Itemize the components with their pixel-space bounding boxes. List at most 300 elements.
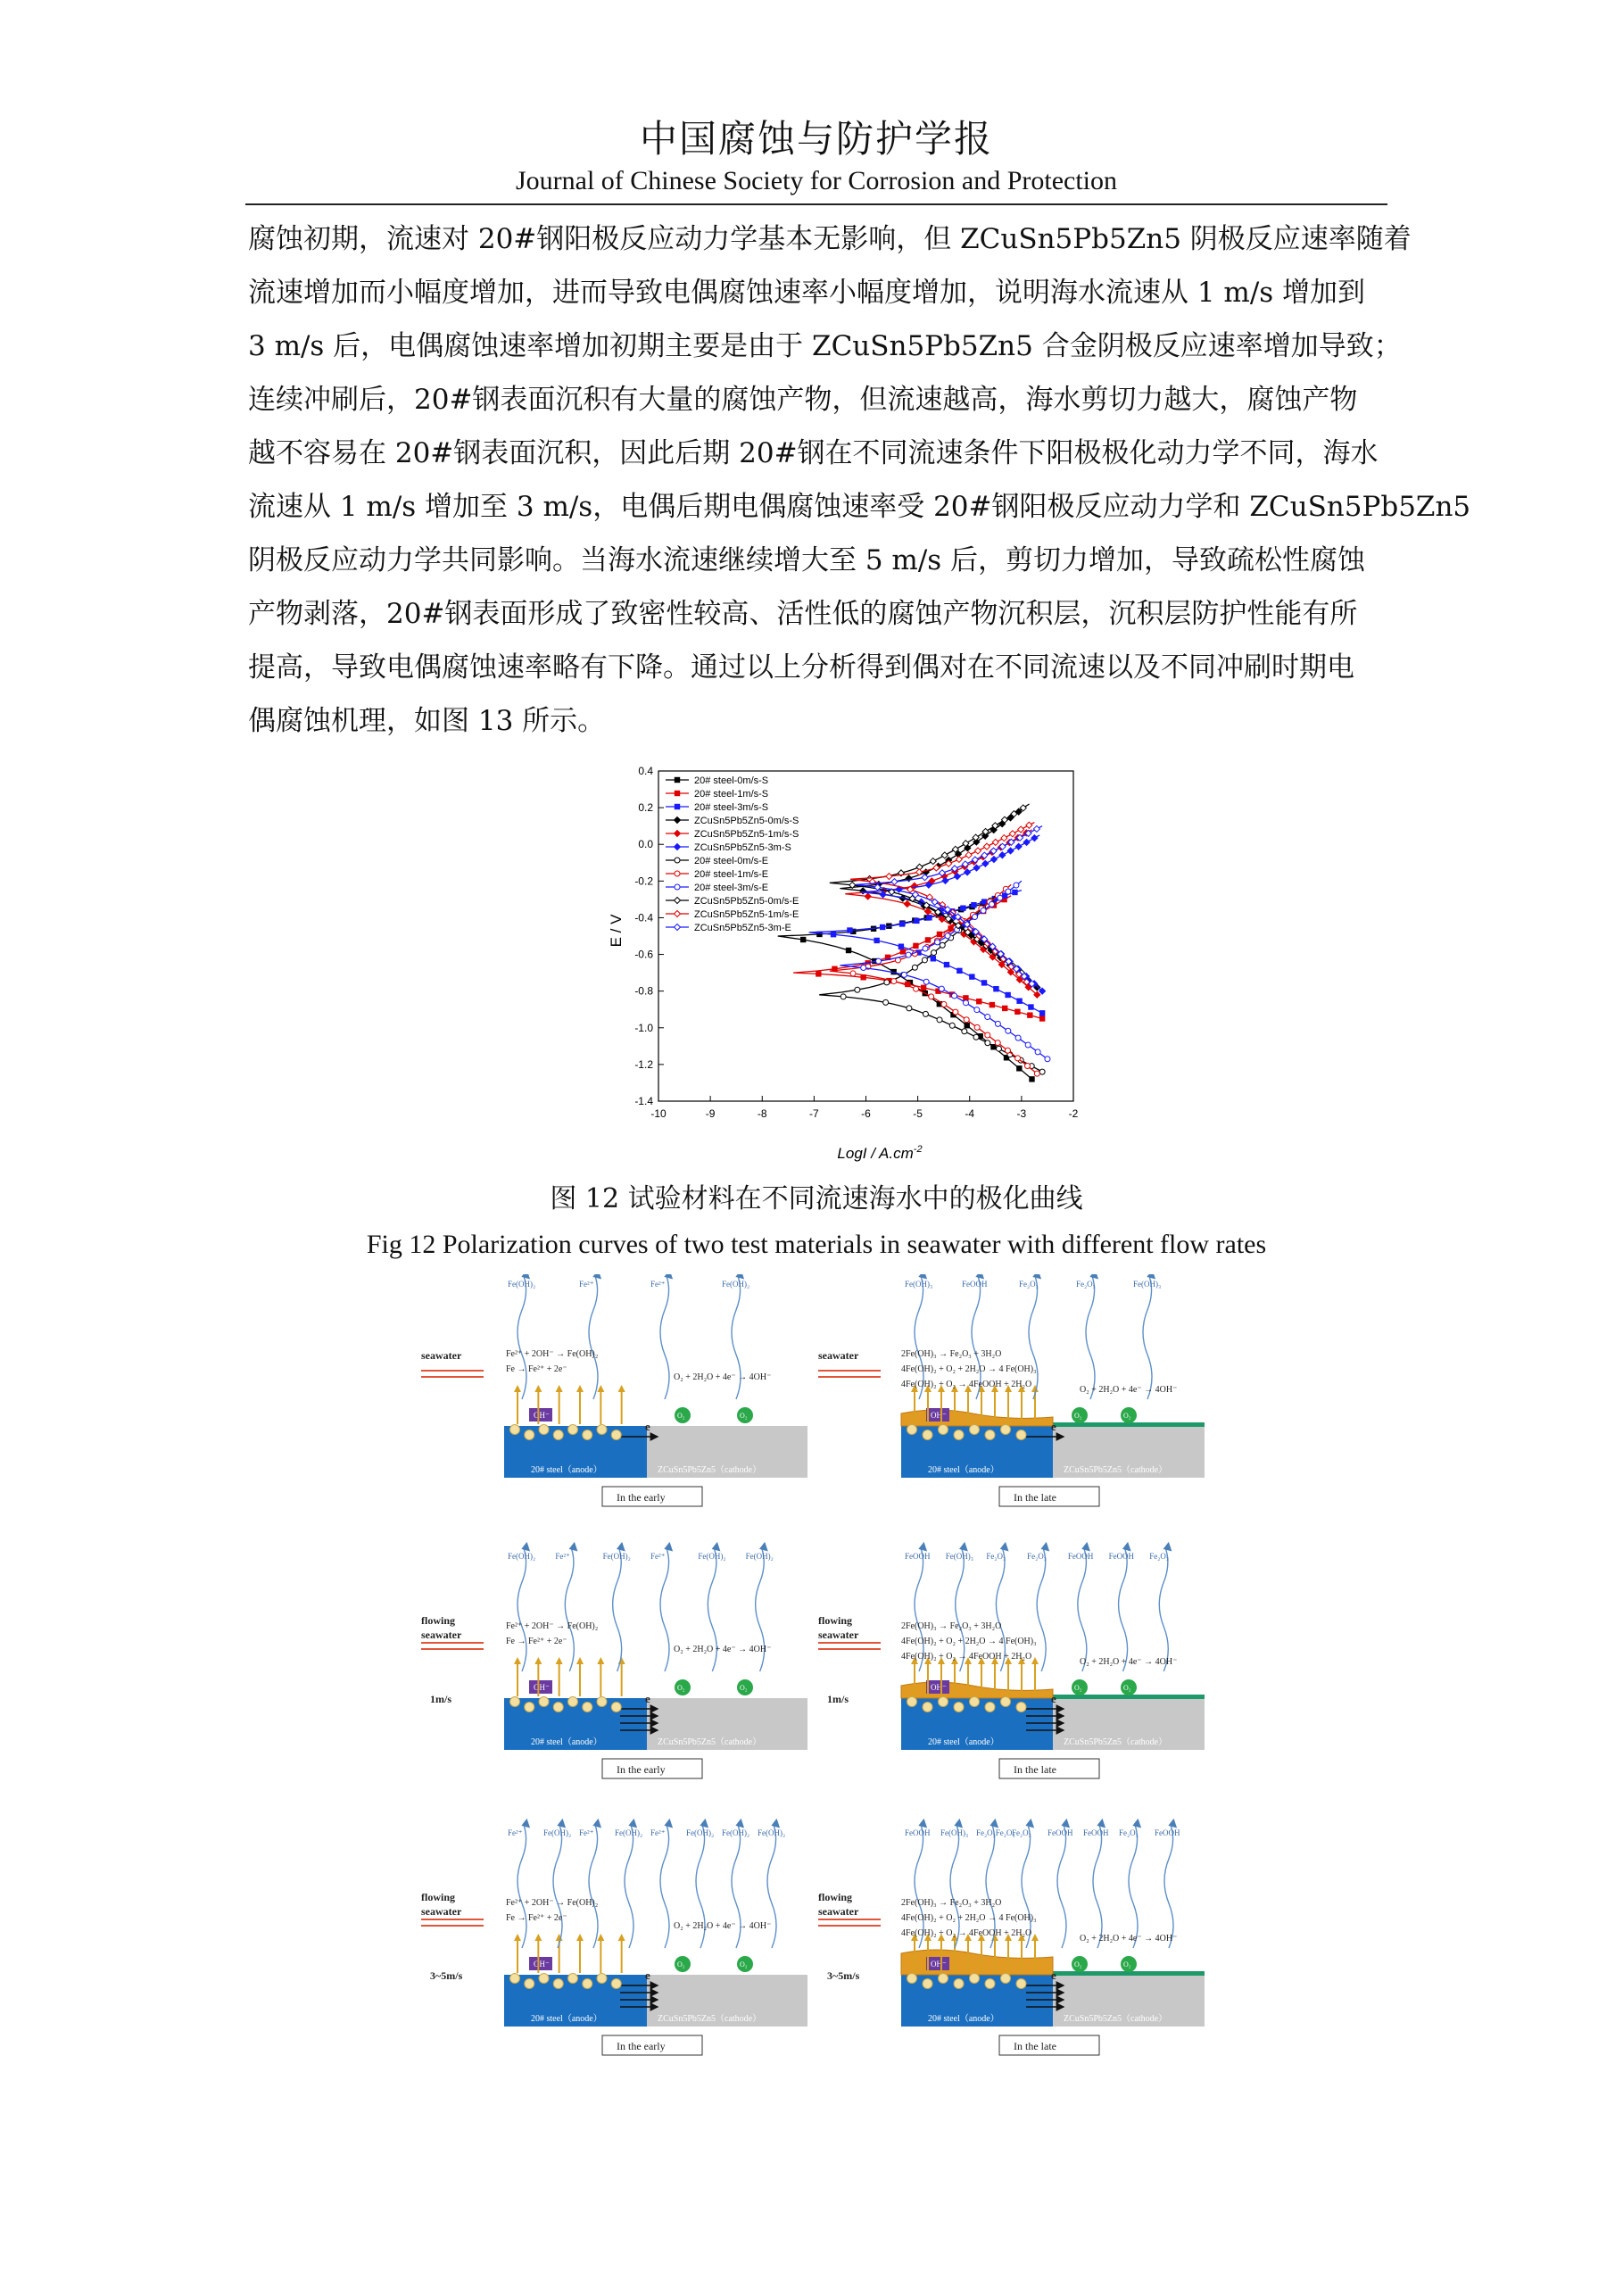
fe-ion-dot — [954, 1430, 964, 1440]
flow-label: flowing — [421, 1891, 456, 1903]
data-point — [927, 916, 932, 920]
fe-ion-dot — [525, 1430, 534, 1440]
fe-ion-dot — [907, 1697, 917, 1707]
early-panel-1 — [421, 1548, 807, 1778]
data-point — [952, 993, 957, 999]
flow-label: flowing — [421, 1614, 456, 1627]
stage-label: In the late — [1014, 1763, 1056, 1776]
product-label: Fe₂O₃Fe₂O₃ — [976, 1828, 1015, 1837]
anode-equation: Fe → Fe²⁺ + 2e⁻ — [506, 1364, 567, 1374]
cathode-equation: O₂ + 2H₂O + 4e⁻ → 4OH⁻ — [674, 1645, 772, 1654]
legend-entry: 20# steel-0m/s-E — [694, 856, 769, 866]
rising-arrowhead — [1031, 1657, 1039, 1664]
anode-equation: 4Fe(OH)₂ + O₂ + 2H₂O → 4 Fe(OH)₃ — [901, 1637, 1037, 1646]
data-point — [900, 949, 905, 954]
data-point — [914, 986, 919, 991]
fig12-caption-en: Fig 12 Polarization curves of two test materials in seawater with different flow rates — [366, 1230, 1267, 1259]
data-point — [983, 843, 990, 850]
data-point — [974, 848, 981, 854]
x-tick-label: -8 — [757, 1107, 767, 1120]
x-tick-label: -3 — [1016, 1107, 1027, 1120]
data-point — [949, 1023, 955, 1028]
data-point — [1045, 1057, 1050, 1062]
data-point — [999, 852, 1006, 858]
oh-label: OH⁻ — [931, 1411, 947, 1420]
rising-arrowhead — [534, 1385, 542, 1392]
fe-ion-dot — [1001, 1425, 1011, 1435]
cathode-equation: O₂ + 2H₂O + 4e⁻ → 4OH⁻ — [1080, 1385, 1178, 1395]
legend-marker — [675, 858, 680, 863]
product-label: Fe(OH)₃ — [940, 1828, 969, 1837]
data-point — [945, 933, 950, 939]
data-point — [906, 952, 911, 957]
data-point — [914, 943, 918, 948]
anode-equation: Fe²⁺ + 2OH⁻ → Fe(OH)₂ — [506, 1898, 599, 1908]
y-tick-label: -0.2 — [634, 874, 653, 888]
mechanism-figure — [419, 1274, 1205, 2104]
fe-ion-dot — [553, 1979, 563, 1989]
cathode-equation: O₂ + 2H₂O + 4e⁻ → 4OH⁻ — [1080, 1934, 1178, 1944]
product-label: FeOOH — [1083, 1828, 1109, 1837]
fe-ion-dot — [583, 1979, 592, 1989]
product-arrow — [518, 1548, 526, 1671]
product-arrow — [1093, 1825, 1102, 1948]
o2-label: O₂ — [677, 1412, 685, 1420]
data-point — [932, 899, 938, 905]
data-point — [937, 1017, 942, 1023]
copper-label: ZCuSn5Pb5Zn5（cathode） — [1064, 1737, 1168, 1747]
series-7 — [830, 884, 1040, 1076]
rising-arrowhead — [514, 1657, 521, 1664]
rising-arrowhead — [618, 1657, 625, 1664]
data-point — [996, 1046, 1001, 1051]
fe-ion-dot — [923, 1430, 932, 1440]
fe-ion-dot — [1001, 1974, 1011, 1984]
fe-ion-dot — [568, 1974, 578, 1984]
data-point — [855, 987, 860, 992]
data-point — [973, 834, 979, 841]
fe-ion-dot — [970, 1425, 980, 1435]
fe-ion-dot — [510, 1425, 520, 1435]
o2-label: O₂ — [1123, 1684, 1131, 1692]
fe-ion-dot — [539, 1974, 549, 1984]
product-label: Fe²⁺ — [650, 1280, 666, 1289]
data-point — [846, 948, 850, 952]
data-point — [1026, 822, 1032, 828]
fe-ion-dot — [525, 1979, 534, 1989]
cathode-equation: O₂ + 2H₂O + 4e⁻ → 4OH⁻ — [1080, 1657, 1178, 1667]
data-point — [990, 901, 995, 907]
header-rule — [245, 203, 1387, 205]
data-point — [898, 944, 903, 949]
data-point — [880, 924, 884, 929]
stage-label: In the late — [1014, 2040, 1056, 2052]
product-label: Fe(OH)₂ — [758, 1828, 786, 1837]
data-point — [982, 860, 989, 866]
rising-arrowhead — [556, 1385, 563, 1392]
anode-equation: 4Fe(OH)₂ + O₂ + 2H₂O → 4 Fe(OH)₃ — [901, 1913, 1037, 1923]
data-point — [1013, 890, 1017, 894]
o2-label: O₂ — [677, 1960, 685, 1969]
product-arrow — [589, 1825, 598, 1948]
flow-label: flowing — [818, 1891, 853, 1903]
y-tick-label: 0.2 — [638, 801, 653, 815]
steel-label: 20# steel（anode） — [531, 1465, 602, 1475]
fe-ion-dot — [907, 1425, 917, 1435]
data-point — [1039, 1016, 1044, 1021]
stage-label: In the late — [1014, 1491, 1056, 1504]
rising-arrowhead — [576, 1385, 584, 1392]
product-arrow — [660, 1548, 669, 1671]
fe-ion-dot — [1001, 1697, 1011, 1707]
fe-ion-dot — [553, 1703, 563, 1712]
x-tick-label: -4 — [965, 1107, 975, 1120]
fe-ion-dot — [510, 1974, 520, 1984]
product-label: FeOOH — [1155, 1828, 1180, 1837]
oh-label: OH⁻ — [931, 1683, 947, 1692]
legend-entry: ZCuSn5Pb5Zn5-3m-S — [694, 842, 791, 853]
product-arrow — [1129, 1825, 1138, 1948]
y-axis-label: E / V — [608, 914, 625, 948]
fe-ion-dot — [568, 1425, 578, 1435]
data-point — [912, 965, 917, 970]
journal-title-en: Journal of Chinese Society for Corrosion and Protection — [515, 166, 1118, 195]
y-tick-label: -1.4 — [634, 1095, 653, 1107]
data-point — [1033, 825, 1039, 832]
data-point — [874, 938, 879, 942]
body-line: 提高，导致电偶腐蚀速率略有下降。通过以上分析得到偶对在不同流速以及不同冲刷时期电 — [248, 651, 1354, 684]
data-point — [944, 962, 948, 966]
copper-label: ZCuSn5Pb5Zn5（cathode） — [658, 2014, 762, 2024]
product-label: Fe₂O₃ — [1012, 1828, 1031, 1837]
data-point — [923, 1011, 928, 1016]
fe-ion-dot — [611, 1979, 621, 1989]
legend-marker — [675, 777, 679, 782]
data-point — [981, 908, 986, 913]
data-point — [941, 1001, 947, 1007]
y-tick-label: 0.0 — [638, 838, 653, 851]
data-point — [831, 932, 835, 936]
body-paragraph — [248, 212, 1471, 748]
data-point — [972, 902, 976, 907]
data-point — [995, 1040, 1000, 1046]
data-point — [994, 987, 998, 991]
late-panel-1 — [818, 1548, 1205, 1778]
product-arrow — [589, 1276, 598, 1399]
data-point — [1017, 999, 1022, 1003]
product-label: FeOOH — [962, 1280, 988, 1289]
electron-label: e — [1051, 1420, 1056, 1433]
x-axis-label: LogI / $A.cm^{-2}$ — [837, 1144, 923, 1162]
product-label: Fe(OH)₃ — [905, 1280, 933, 1289]
anode-equation: 4Fe(OH)₂ + O₂ + 2H₂O → 4 Fe(OH)₃ — [901, 1364, 1037, 1374]
anode-equation: Fe²⁺ + 2OH⁻ → Fe(OH)₂ — [506, 1621, 599, 1631]
product-label: Fe(OH)₂ — [508, 1280, 536, 1289]
data-point — [1015, 1035, 1021, 1040]
legend-entry: ZCuSn5Pb5Zn5-1m/s-S — [694, 829, 799, 840]
data-point — [929, 994, 934, 999]
data-point — [974, 1007, 980, 1013]
product-label: FeOOH — [905, 1552, 931, 1561]
data-point — [932, 950, 937, 956]
product-arrow — [1119, 1548, 1128, 1671]
flow-label: seawater — [818, 1905, 859, 1918]
flow-speed-label: 3~5m/s — [827, 1969, 860, 1982]
legend-marker — [675, 898, 681, 904]
product-label: Fe(OH)₂ — [745, 1552, 774, 1561]
product-label: Fe²⁺ — [650, 1828, 666, 1837]
flow-label: seawater — [421, 1349, 462, 1362]
data-point — [1034, 1071, 1039, 1076]
fe-ion-dot — [539, 1425, 549, 1435]
fe-ion-dot — [597, 1425, 607, 1435]
fe-ion-dot — [939, 1425, 948, 1435]
legend-entry: 20# steel-0m/s-S — [694, 775, 769, 786]
fe-ion-dot — [539, 1697, 549, 1707]
legend-marker — [675, 831, 681, 837]
series-6 — [819, 896, 1045, 1074]
rising-arrowhead — [597, 1934, 604, 1941]
legend-entry: 20# steel-3m/s-S — [694, 802, 769, 813]
product-arrow — [1164, 1825, 1173, 1948]
data-point — [921, 985, 925, 990]
data-point — [970, 974, 974, 979]
data-point — [840, 994, 846, 999]
data-point — [800, 937, 805, 941]
data-point — [981, 899, 986, 904]
product-arrow — [518, 1825, 526, 1948]
fe-ion-dot — [939, 1697, 948, 1707]
product-label: Fe₂O₃ — [1019, 1280, 1039, 1289]
data-point — [865, 893, 871, 899]
data-point — [990, 1002, 994, 1007]
o2-label: O₂ — [677, 1684, 685, 1692]
rising-arrowhead — [597, 1657, 604, 1664]
data-point — [941, 852, 948, 858]
electron-label: e — [645, 1969, 650, 1982]
body-line: 越不容易在 20#钢表面沉积，因此后期 20#钢在不同流速条件下阳极极化动力学不同，海水 — [248, 437, 1379, 469]
legend-marker — [675, 817, 681, 824]
data-point — [965, 852, 972, 858]
product-arrow — [660, 1276, 669, 1399]
product-arrow — [1143, 1276, 1152, 1399]
fe-ion-dot — [923, 1979, 932, 1989]
data-point — [1005, 1048, 1010, 1053]
electron-label: e — [645, 1420, 650, 1433]
data-point — [901, 972, 907, 977]
legend-marker — [675, 911, 681, 917]
flow-speed-label: 1m/s — [827, 1693, 849, 1705]
product-label: Fe(OH)₂ — [722, 1280, 750, 1289]
data-point — [1039, 1011, 1044, 1015]
body-line: 流速从 1 m/s 增加至 3 m/s，电偶后期电偶腐蚀速率受 20#钢阳极反应动力学和 ZCuSn5Pb5Zn5 — [248, 491, 1471, 523]
data-point — [1006, 992, 1010, 997]
product-arrow — [1037, 1548, 1046, 1671]
y-tick-label: 0.4 — [638, 765, 653, 777]
data-point — [922, 874, 928, 881]
data-point — [1031, 835, 1038, 841]
o2-label: O₂ — [740, 1412, 748, 1420]
x-tick-label: -2 — [1068, 1107, 1079, 1120]
data-point — [973, 865, 980, 871]
flow-label: seawater — [421, 1905, 462, 1918]
x-tick-label: -7 — [809, 1107, 819, 1120]
data-point — [985, 1032, 990, 1038]
polarization-chart — [603, 757, 1103, 1167]
legend-entry: ZCuSn5Pb5Zn5-0m/s-S — [694, 816, 799, 826]
fe-ion-dot — [939, 1974, 948, 1984]
body-line: 腐蚀初期，流速对 20#钢阳极反应动力学基本无影响，但 ZCuSn5Pb5Zn5 阴极反应速率随着 — [248, 223, 1412, 255]
flow-speed-label: 3~5m/s — [430, 1969, 463, 1982]
data-point — [931, 957, 935, 961]
corrosion-product-layer — [901, 1682, 1053, 1698]
chart-legend — [666, 775, 799, 933]
fe-ion-dot — [985, 1430, 995, 1440]
x-tick-label: -5 — [913, 1107, 923, 1120]
anode-equation: 2Fe(OH)₃ → Fe₂O₃ + 3H₂O — [901, 1621, 1002, 1631]
product-arrow — [660, 1825, 669, 1948]
cathode-equation: O₂ + 2H₂O + 4e⁻ → 4OH⁻ — [674, 1921, 772, 1931]
legend-entry: 20# steel-1m/s-E — [694, 869, 769, 880]
copper-label: ZCuSn5Pb5Zn5（cathode） — [658, 1737, 762, 1747]
data-point — [883, 999, 889, 1005]
early-panel-0 — [421, 1276, 807, 1506]
product-label: Fe₂O₃ — [986, 1552, 1006, 1561]
product-label: Fe(OH)₂ — [602, 1552, 631, 1561]
data-point — [985, 1040, 990, 1046]
product-label: Fe²⁺ — [579, 1280, 594, 1289]
product-label: Fe(OH)₂ — [722, 1828, 750, 1837]
data-point — [816, 972, 821, 976]
copper-label: ZCuSn5Pb5Zn5（cathode） — [1064, 2014, 1168, 2024]
data-point — [985, 1015, 990, 1020]
product-label: Fe(OH)₂ — [615, 1828, 643, 1837]
rising-arrowhead — [556, 1657, 563, 1664]
product-arrow — [518, 1276, 526, 1399]
data-point — [876, 958, 882, 964]
y-tick-label: -0.4 — [634, 911, 653, 924]
data-point — [861, 966, 866, 971]
data-point — [963, 1000, 968, 1006]
data-point — [1035, 1049, 1040, 1055]
data-point — [1015, 843, 1022, 850]
product-label: Fe²⁺ — [508, 1828, 523, 1837]
flow-label: seawater — [818, 1349, 859, 1362]
rising-arrowhead — [576, 1657, 584, 1664]
product-label: Fe(OH)₃ — [1133, 1280, 1162, 1289]
data-point — [998, 895, 1003, 900]
oh-label: OH⁻ — [534, 1411, 550, 1420]
fe-ion-dot — [923, 1703, 932, 1712]
steel-label: 20# steel（anode） — [928, 2014, 999, 2024]
fe-ion-dot — [907, 1974, 917, 1984]
data-point — [1025, 1042, 1031, 1048]
product-label: Fe²⁺ — [555, 1552, 570, 1561]
data-point — [1018, 826, 1024, 833]
data-point — [1017, 1066, 1022, 1071]
anode-equation: Fe → Fe²⁺ + 2e⁻ — [506, 1637, 567, 1646]
data-point — [973, 915, 978, 920]
body-line: 产物剥落，20#钢表面形成了致密性较高、活性低的腐蚀产物沉积层，沉积层防护性能有所 — [248, 598, 1358, 630]
body-line: 3 m/s 后，电偶腐蚀速率增加初期主要是由于 ZCuSn5Pb5Zn5 合金阴极反应速率增加导致； — [248, 330, 1402, 362]
page-header — [245, 114, 1387, 198]
fe-ion-dot — [510, 1697, 520, 1707]
fe-ion-dot — [611, 1703, 621, 1712]
rising-arrowhead — [618, 1385, 625, 1392]
fe-ion-dot — [583, 1703, 592, 1712]
o2-label: O₂ — [740, 1960, 748, 1969]
fe-ion-dot — [954, 1703, 964, 1712]
x-tick-label: -9 — [705, 1107, 716, 1120]
data-point — [891, 979, 897, 984]
fe-ion-dot — [568, 1697, 578, 1707]
product-label: FeOOH — [1067, 1552, 1094, 1561]
product-arrow — [553, 1825, 562, 1948]
legend-marker — [675, 924, 681, 931]
data-point — [886, 874, 892, 880]
fe-ion-dot — [525, 1703, 534, 1712]
product-arrow — [625, 1825, 633, 1948]
data-point — [953, 1009, 958, 1015]
electron-label: e — [1051, 1969, 1056, 1982]
legend-entry: 20# steel-3m/s-E — [694, 883, 769, 893]
legend-marker — [675, 804, 679, 808]
product-label: Fe²⁺ — [579, 1828, 594, 1837]
data-point — [923, 979, 929, 984]
flow-label: flowing — [818, 1614, 853, 1627]
rising-arrowhead — [534, 1934, 542, 1941]
data-point — [1003, 1006, 1007, 1010]
data-point — [977, 999, 981, 1004]
fe-ion-dot — [985, 1979, 995, 1989]
data-point — [1014, 883, 1019, 888]
fe-ion-dot — [553, 1430, 563, 1440]
data-point — [891, 879, 898, 885]
product-arrow — [1057, 1825, 1066, 1948]
body-line: 偶腐蚀机理，如图 13 所示。 — [248, 705, 606, 737]
product-label: Fe²⁺ — [650, 1552, 666, 1561]
data-point — [850, 971, 856, 976]
fe-ion-dot — [1016, 1703, 1026, 1712]
data-point — [1009, 831, 1015, 837]
steel-label: 20# steel（anode） — [928, 1465, 999, 1475]
data-point — [937, 932, 941, 936]
product-label: FeOOH — [1108, 1552, 1135, 1561]
data-point — [930, 858, 936, 865]
legend-marker — [675, 844, 681, 850]
data-point — [1029, 1005, 1033, 1009]
data-point — [995, 1021, 1000, 1026]
rising-arrowhead — [597, 1385, 604, 1392]
electron-label: e — [1051, 1692, 1056, 1705]
x-tick-label: -10 — [650, 1107, 667, 1120]
product-label: FeOOH — [1047, 1828, 1073, 1837]
data-point — [957, 968, 962, 973]
data-point — [990, 857, 997, 863]
data-point — [940, 942, 945, 948]
fe-ion-dot — [611, 1430, 621, 1440]
legend-entry: 20# steel-1m/s-S — [694, 789, 769, 800]
early-panel-2 — [421, 1825, 807, 2055]
y-tick-label: -0.6 — [634, 948, 653, 961]
fe-ion-dot — [970, 1697, 980, 1707]
product-label: Fe₂O₃ — [1076, 1280, 1096, 1289]
stage-label: In the early — [617, 2040, 666, 2052]
legend-entry: ZCuSn5Pb5Zn5-3m-E — [694, 923, 791, 933]
o2-label: O₂ — [1123, 1412, 1131, 1420]
data-point — [992, 839, 998, 845]
data-point — [935, 940, 940, 945]
